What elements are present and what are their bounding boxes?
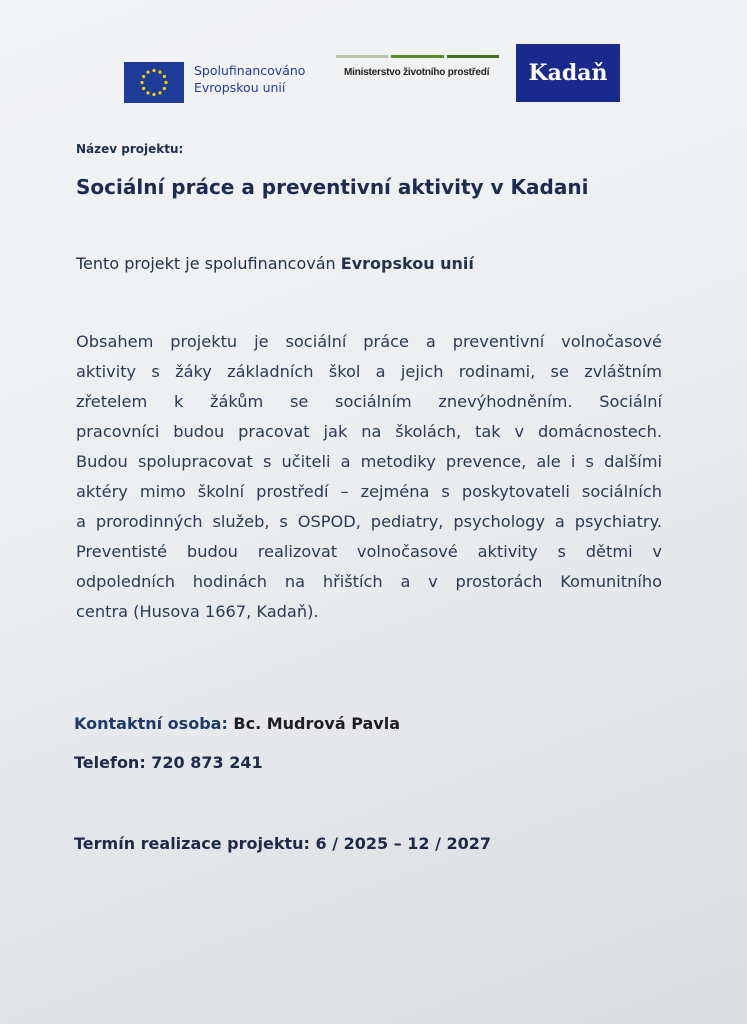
eu-star (158, 91, 161, 94)
eu-flag-logo (124, 62, 184, 103)
eu-star (163, 87, 166, 90)
description-line: centra (Husova 1667, Kadaň). (76, 602, 319, 621)
eu-star (142, 75, 145, 78)
project-term: Termín realizace projektu: 6 / 2025 – 12 / 2027 (74, 834, 492, 853)
eu-star (152, 93, 155, 96)
description-line: odpoledních hodinách na hřištích a v prostorách Komunitního (76, 572, 662, 591)
project-name-label: Název projektu: (76, 142, 184, 156)
project-description (76, 330, 662, 630)
contact-name: Bc. Mudrová Pavla (227, 714, 400, 733)
eu-text-line-2: Evropskou unií (194, 80, 286, 95)
eu-cofinance-logo-text (194, 62, 305, 96)
cofinance-statement (76, 254, 474, 273)
ministry-logo-bars (336, 55, 499, 58)
cofinance-prefix: Tento projekt je spolufinancován (76, 254, 341, 273)
eu-star (142, 87, 145, 90)
ministry-logo-text: Ministerstvo životního prostředí (344, 67, 490, 78)
eu-star (146, 71, 149, 74)
description-line: Budou spolupracovat s učiteli a metodiky prevence, ale i s dalšími (76, 452, 662, 471)
description-line: aktéry mimo školní prostředí – zejména s poskytovateli sociálních (76, 482, 662, 501)
eu-star (140, 81, 143, 84)
kadan-city-logo: Kadaň (516, 44, 620, 102)
project-title: Sociální práce a preventivní aktivity v Kadani (76, 175, 589, 199)
eu-text-line-1: Spolufinancováno (194, 63, 306, 78)
eu-star (152, 69, 155, 72)
contact-phone: Telefon: 720 873 241 (74, 753, 263, 772)
description-line: pracovníci budou pracovat jak na školách, tak v domácnostech. (76, 422, 662, 441)
contact-person (74, 714, 400, 733)
description-line: a prorodinných služeb, s OSPOD, pediatry, psychology a psychiatry. (76, 512, 662, 531)
description-line: Preventisté budou realizovat volnočasové aktivity s dětmi v (76, 542, 662, 561)
eu-star (146, 91, 149, 94)
cofinance-bold: Evropskou unií (340, 254, 474, 273)
description-line: aktivity s žáky základních škol a jejich rodinami, se zvláštním (76, 362, 662, 381)
contact-label: Kontaktní osoba: (74, 714, 228, 733)
description-line: Obsahem projektu je sociální práce a preventivní volnočasové (76, 332, 662, 351)
description-line: zřetelem k žákům se sociálním znevýhodněním. Sociální (76, 392, 662, 411)
eu-star (158, 71, 161, 74)
eu-star (164, 81, 167, 84)
eu-star (163, 75, 166, 78)
